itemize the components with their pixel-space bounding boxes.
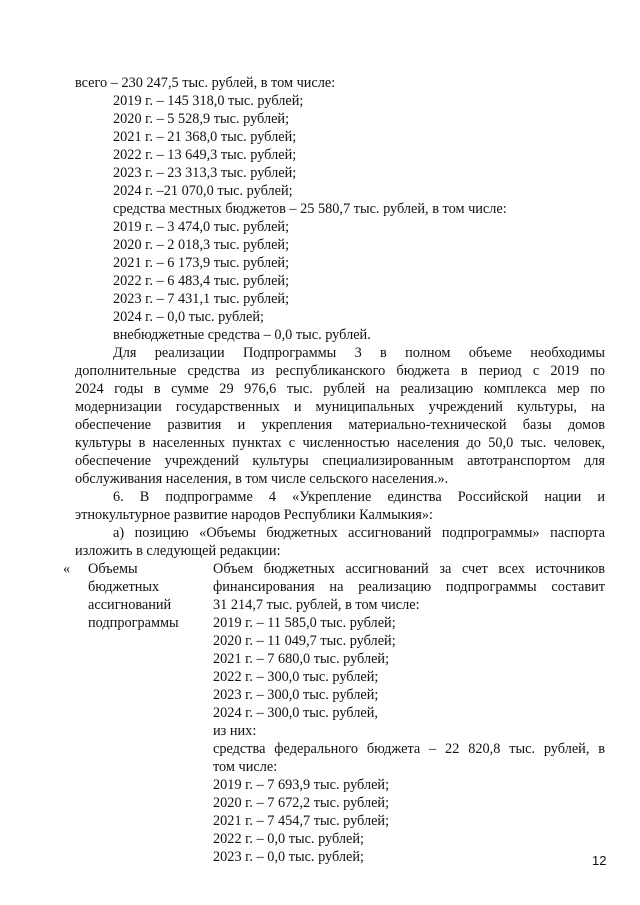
- paragraph-line: дополнительные средства из республиканского бюджета в период с 2019 по: [75, 363, 605, 379]
- table-right-line: финансирования на реализацию подпрограммы составит: [213, 579, 605, 595]
- paragraph-line: обеспечение развития и укрепления материально-технической базы домов: [75, 417, 605, 433]
- year-line: 2020 г. – 5 528,9 тыс. рублей;: [113, 111, 290, 127]
- year-line: 2022 г. – 13 649,3 тыс. рублей;: [113, 147, 297, 163]
- local-year-line: 2021 г. – 6 173,9 тыс. рублей;: [113, 255, 290, 271]
- extrabudget-line: внебюджетные средства – 0,0 тыс. рублей.: [113, 327, 371, 343]
- paragraph-line: модернизации государственных и муниципальных учреждений культуры, на: [75, 399, 605, 415]
- local-year-line: 2020 г. – 2 018,3 тыс. рублей;: [113, 237, 290, 253]
- table-right-line: 2020 г. – 11 049,7 тыс. рублей;: [213, 633, 396, 649]
- year-line: 2019 г. – 145 318,0 тыс. рублей;: [113, 93, 304, 109]
- paragraph-line: 2024 годы в сумме 29 976,6 тыс. рублей на реализацию комплекса мер по: [75, 381, 605, 397]
- paragraph-line: Для реализации Подпрограммы 3 в полном объеме необходимы: [113, 345, 605, 361]
- local-year-line: 2019 г. – 3 474,0 тыс. рублей;: [113, 219, 290, 235]
- year-line: 2024 г. –21 070,0 тыс. рублей;: [113, 183, 293, 199]
- table-right-line: Объем бюджетных ассигнований за счет всех источников: [213, 561, 605, 577]
- section6-heading: 6. В подпрограмме 4 «Укрепление единства Российской нации и: [113, 489, 605, 505]
- table-right-line: 2019 г. – 7 693,9 тыс. рублей;: [213, 777, 390, 793]
- table-left-line: подпрограммы: [88, 615, 179, 631]
- local-total-line: средства местных бюджетов – 25 580,7 тыс. рублей, в том числе:: [113, 201, 507, 217]
- page-number: 12: [592, 853, 607, 868]
- section6-heading: этнокультурное развитие народов Республики Калмыкия»:: [75, 507, 433, 523]
- item-a-line: изложить в следующей редакции:: [75, 543, 281, 559]
- table-right-line: 2023 г. – 0,0 тыс. рублей;: [213, 849, 365, 865]
- table-right-line: 2021 г. – 7 454,7 тыс. рублей;: [213, 813, 390, 829]
- local-year-line: 2022 г. – 6 483,4 тыс. рублей;: [113, 273, 290, 289]
- year-line: 2021 г. – 21 368,0 тыс. рублей;: [113, 129, 297, 145]
- table-right-line: 2024 г. – 300,0 тыс. рублей,: [213, 705, 378, 721]
- table-left-line: бюджетных: [88, 579, 160, 595]
- table-right-line: том числе:: [213, 759, 278, 775]
- table-right-line: 2019 г. – 11 585,0 тыс. рублей;: [213, 615, 396, 631]
- table-left-line: ассигнований: [88, 597, 172, 613]
- table-right-line: 2021 г. – 7 680,0 тыс. рублей;: [213, 651, 390, 667]
- table-right-line: 2022 г. – 300,0 тыс. рублей;: [213, 669, 379, 685]
- local-year-line: 2024 г. – 0,0 тыс. рублей;: [113, 309, 265, 325]
- paragraph-line: культуры в населенных пунктах с численностью населения до 50,0 тыс. человек,: [75, 435, 605, 451]
- table-right-line: из них:: [213, 723, 257, 739]
- table-right-line: 31 214,7 тыс. рублей, в том числе:: [213, 597, 420, 613]
- table-right-line: средства федерального бюджета – 22 820,8 тыс. рублей, в: [213, 741, 605, 757]
- year-line: 2023 г. – 23 313,3 тыс. рублей;: [113, 165, 297, 181]
- quote-mark: «: [63, 561, 71, 577]
- table-right-line: 2022 г. – 0,0 тыс. рублей;: [213, 831, 365, 847]
- paragraph-line: обслуживания населения, в том числе сельского населения.».: [75, 471, 449, 487]
- local-year-line: 2023 г. – 7 431,1 тыс. рублей;: [113, 291, 290, 307]
- table-right-line: 2023 г. – 300,0 тыс. рублей;: [213, 687, 379, 703]
- item-a-line: а) позицию «Объемы бюджетных ассигнований подпрограммы» паспорта: [113, 525, 605, 541]
- table-left-line: Объемы: [88, 561, 138, 577]
- table-right-line: 2020 г. – 7 672,2 тыс. рублей;: [213, 795, 390, 811]
- paragraph-line: обеспечение учреждений культуры специализированным автотранспортом для: [75, 453, 605, 469]
- total-line: всего – 230 247,5 тыс. рублей, в том числе:: [75, 75, 336, 91]
